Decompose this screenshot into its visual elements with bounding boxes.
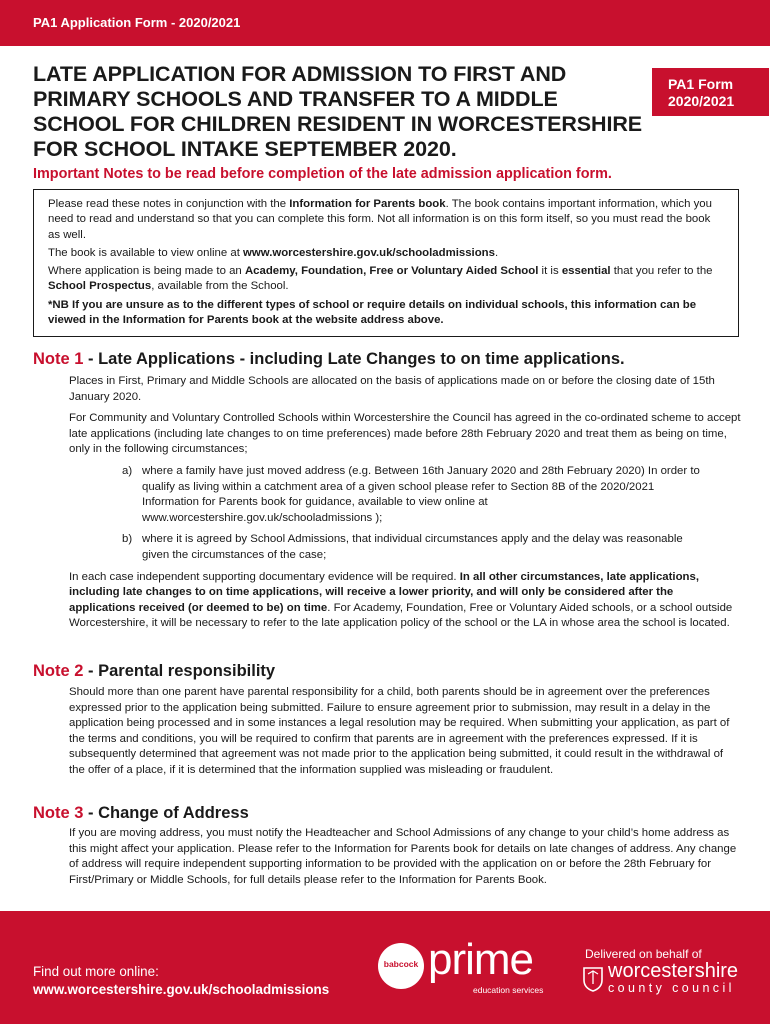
note1-p1: Places in First, Primary and Middle Schools are allocated on the basis of applications made on or before the closing date of 15th January 2020. [69,375,715,403]
form-label: PA1 Application Form - 2020/2021 [33,15,241,30]
note3-p1: If you are moving address, you must notify the Headteacher and School Admissions of any change to your child’s home address as this might affect your application. Please refer to the Information for Parents book for details on late changes of address. Any change of address will require independent supporting information to be provided with the application on or before the 28th February for First/Primary or Middle Schools, for full details please refer to the Information for Parents Book. [69,827,737,886]
note1-item-a: a) where a family have just moved address (e.g. Between 16th January 2020 and 28th February 2020) In order to qualify as living within a catchment area of a given school please refer to Section 8B of the 2020/2021 Information for Parents book for guidance, available to view online at www.worcestershire.gov.uk/schooladmissions ); [122,464,700,524]
prime-tagline: education services [473,985,544,995]
important-notes-heading: Important Notes to be read before completion of the late admission application form. [33,166,612,182]
note3-body [69,826,741,894]
note1-p3: In each case independent supporting documentary evidence will be required. In all other circumstances, late applications, including late changes to on time applications, will receive a lower priority, and will only be considered after the applications received (or deemed to be) on time. For Academy, Foundation, Free or Voluntary Aided schools, or a school outside Worcestershire, it will be necessary to refer to the late application policy of the school or the LA in whose area the school is located. [69,570,733,630]
page-title: LATE APPLICATION FOR ADMISSION TO FIRST AND PRIMARY SCHOOLS AND TRANSFER TO A MIDDLE SCHOOL FOR CHILDREN RESIDENT IN WORCESTERSHIRE FOR SCHOOL INTAKE SEPTEMBER 2020. [33,62,642,161]
delivered-label: Delivered on behalf of [585,947,702,961]
admissions-link[interactable]: www.worcestershire.gov.uk/schooladmissions [243,246,495,259]
note1-body [69,374,741,638]
footer [0,911,770,1024]
note1-item-b: b) where it is agreed by School Admissions, that individual circumstances apply and the delay was reasonable given the circumstances of the case; [122,533,683,561]
form-badge [652,68,769,116]
notice-box [33,189,739,337]
crest-icon [582,966,604,992]
notice-nb: *NB If you are unsure as to the different types of school or require details on individual schools, this information can be viewed in the Information for Parents book at the website address above. [48,298,697,327]
prime-logo: prime [428,935,534,984]
notice-p2: The book is available to view online at www.worcestershire.gov.uk/schooladmissions. [48,246,499,259]
top-banner [0,0,770,46]
form-badge-line2: 2020/2021 [668,93,735,109]
notice-p1: Please read these notes in conjunction with the Information for Parents book. The book contains important information, which you need to read and understand so that you can complete this form. Not all information is on this form itself, so you must read the book as well. [48,198,712,241]
note2-heading: Note 2 - Parental responsibility [33,662,276,680]
babcock-logo: babcock [378,943,424,989]
note2-p1: Should more than one parent have parental responsibility for a child, both parents should be in agreement over the preferences expressed prior to the application being submitted. Failure to ensure agreement prior to submission, may result in a delay in the application being processed and in some instances a legal resolution may be required. When submitting your application, as part of the terms and conditions, you will be required to confirm that parents are in agreement with the preferences expressed. If it is subsequently determined that agreement was not made prior to the application being submitted, it could result in the withdrawal of the offer of a place, if it is determined that the information supplied was misleading or fraudulent. [69,686,730,776]
form-badge-line1: PA1 Form [668,76,734,92]
footer-url-link[interactable]: www.worcestershire.gov.uk/schooladmissions [33,982,330,997]
council-subtitle: county council [608,981,735,995]
note3-heading: Note 3 - Change of Address [33,804,249,822]
notice-p3: Where application is being made to an Academy, Foundation, Free or Voluntary Aided School it is essential that you refer to the School Prospectus, available from the School. [48,265,713,293]
find-more-label: Find out more online: [33,964,159,979]
note1-heading: Note 1 - Late Applications - including Late Changes to on time applications. [33,350,625,368]
note2-body [69,685,741,785]
note1-p2: For Community and Voluntary Controlled Schools within Worcestershire the Council has agreed in the co-ordinated scheme to accept late applications (including late changes to on time preferences) made before 28th February 2020 and treat them as being on time, only in the following circumstances; [69,412,741,456]
council-name: worcestershire [608,960,739,982]
